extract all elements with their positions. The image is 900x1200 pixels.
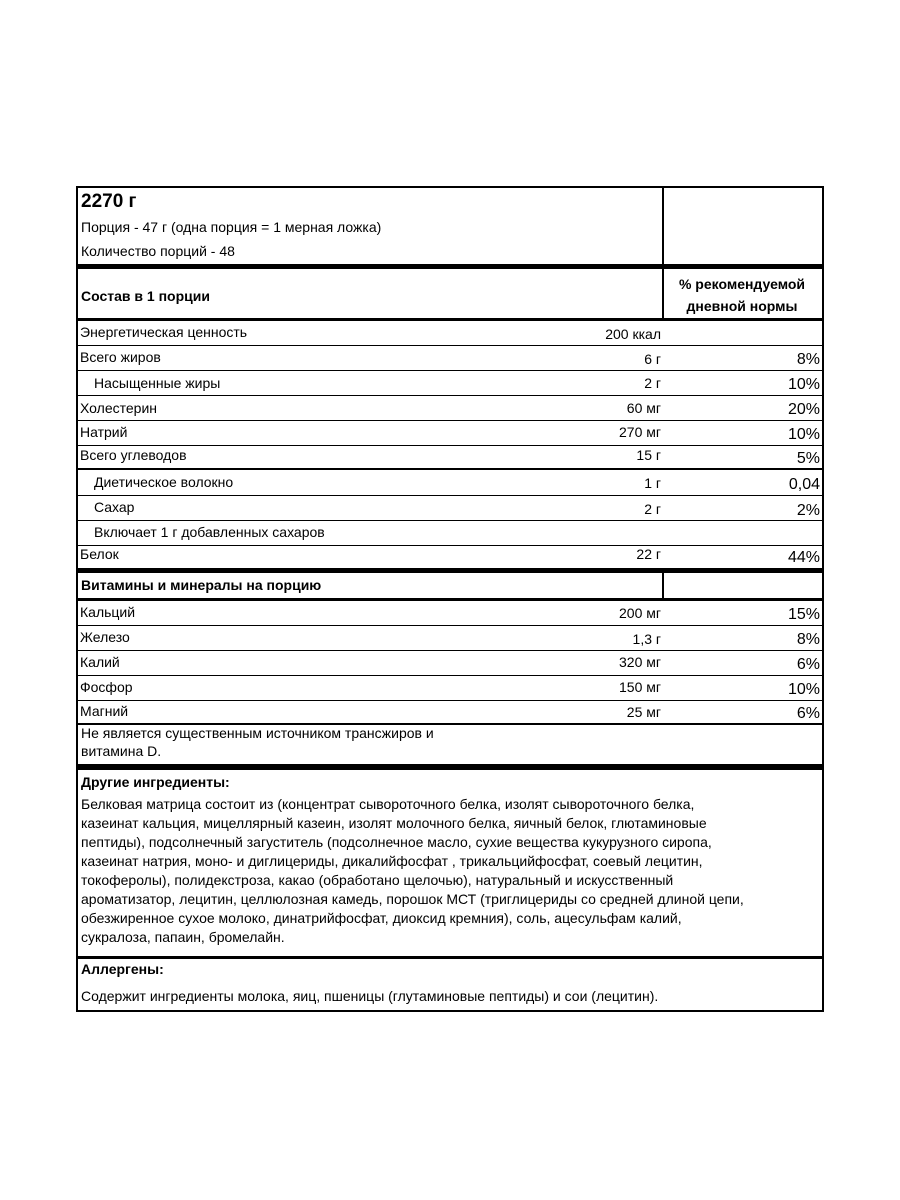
vitamin-name: Калий <box>80 654 120 670</box>
nutrient-row-added-sugar <box>78 521 822 545</box>
nutrient-amount: 22 г <box>636 546 661 562</box>
thick-divider-header <box>78 264 822 269</box>
nutrient-dv: 0,04 <box>788 476 820 493</box>
servings-count: Количество порций - 48 <box>81 243 235 259</box>
nutrient-amount: 2 г <box>644 501 661 517</box>
nutrient-name: Всего углеводов <box>80 447 187 463</box>
nutrient-name: Сахар <box>94 499 135 515</box>
vitamin-name: Фосфор <box>80 679 133 695</box>
nutrient-name: Холестерин <box>80 400 157 416</box>
nutrient-row-energy <box>78 321 822 345</box>
nutrient-dv: 10% <box>787 376 820 393</box>
ingredients-line: токоферолы), полидекстроза, какао (обработано щелочью), натуральный и искусственный <box>81 872 674 888</box>
ingredients-line: казеинат натрия, моно- и диглицериды, дикалийфосфат , трикальцийфосфат, соевый лецитин, <box>81 853 703 869</box>
nutrient-amount: 270 мг <box>619 424 661 440</box>
vitamin-name: Железо <box>80 629 130 645</box>
ingredients-line: казеинат кальция, мицеллярный казеин, изолят молочного белка, яичный белок, глютаминовые <box>81 815 707 831</box>
divider-allergens <box>78 956 822 959</box>
vitamin-amount: 1,3 г <box>632 631 661 647</box>
vitamins-column-divider <box>662 573 664 599</box>
nutrient-dv: 44% <box>787 549 820 566</box>
trans-fat-note-line2: витамина D. <box>81 743 162 759</box>
nutrient-row-saturated-fat <box>78 371 822 395</box>
nutrient-row-fiber <box>78 470 822 495</box>
allergens-text: Содержит ингредиенты молока, яиц, пшеницы (глутаминовые пептиды) и сои (лецитин). <box>81 988 659 1004</box>
thick-divider-vitamins <box>78 568 822 573</box>
nutrient-row-protein <box>78 546 822 570</box>
vitamin-row-calcium <box>78 601 822 625</box>
nutrient-name: Натрий <box>80 424 128 440</box>
vitamin-amount: 320 мг <box>619 654 661 670</box>
vitamin-dv: 8% <box>796 631 820 648</box>
nutrient-row-total-fat <box>78 346 822 370</box>
vitamin-amount: 200 мг <box>619 605 661 621</box>
other-ingredients-text <box>81 795 819 947</box>
ingredients-line: обезжиренное сухое молоко, динатрийфосфат, диоксид кремния), соль, ацесульфам калий, <box>81 910 682 926</box>
nutrient-dv: 8% <box>796 351 820 368</box>
header-column-divider <box>662 188 664 266</box>
nutrient-dv: 10% <box>787 426 820 443</box>
nutrient-name: Диетическое волокно <box>94 474 234 490</box>
allergens-title: Аллергены: <box>81 961 164 977</box>
ingredients-line: пептиды), подсолнечный загуститель (подсолнечное масло, сухие вещества кукурузного сиропа, <box>81 834 712 850</box>
nutrition-facts-panel <box>76 186 824 1012</box>
nutrient-row-sodium <box>78 421 822 445</box>
nutrient-name: Белок <box>80 546 119 562</box>
vitamin-row-iron <box>78 626 822 650</box>
vitamin-row-potassium <box>78 651 822 675</box>
vitamin-row-magnesium <box>78 701 822 725</box>
nutrient-amount: 200 ккал <box>605 326 661 342</box>
ingredients-line: ароматизатор, лецитин, целлюлозная камедь, порошок МСТ (триглицериды со средней длиной цепи, <box>81 891 744 907</box>
other-ingredients-title: Другие ингредиенты: <box>81 774 230 790</box>
ingredients-line: Белковая матрица состоит из (концентрат сывороточного белка, изолят сывороточного белка, <box>81 796 695 812</box>
nutrient-row-carbohydrates <box>78 446 822 468</box>
nutrient-name: Включает 1 г добавленных сахаров <box>94 524 325 540</box>
nutrient-dv: 20% <box>787 401 820 418</box>
nutrient-row-cholesterol <box>78 396 822 420</box>
nutrient-amount: 1 г <box>644 475 661 491</box>
vitamin-dv: 15% <box>787 606 820 623</box>
dv-header-line2: дневной нормы <box>686 298 798 314</box>
nutrient-name: Энергетическая ценность <box>80 324 248 340</box>
vitamin-dv: 6% <box>796 656 820 673</box>
nutrient-name: Всего жиров <box>80 349 161 365</box>
vitamin-dv: 6% <box>796 705 820 722</box>
nutrient-amount: 15 г <box>636 447 661 463</box>
nutrient-dv: 5% <box>796 450 820 467</box>
vitamin-amount: 150 мг <box>619 679 661 695</box>
thick-divider-ingredients <box>78 764 822 770</box>
serving-size: Порция - 47 г (одна порция = 1 мерная ложка) <box>81 219 382 235</box>
vitamin-row-phosphorus <box>78 676 822 700</box>
composition-title: Состав в 1 порции <box>81 288 210 304</box>
nutrient-name: Насыщенные жиры <box>94 375 221 391</box>
vitamins-title: Витамины и минералы на порцию <box>81 577 322 593</box>
vitamin-dv: 10% <box>787 681 820 698</box>
package-weight: 2270 г <box>81 191 137 212</box>
vitamin-name: Магний <box>80 703 129 719</box>
nutrient-amount: 60 мг <box>626 400 661 416</box>
nutrient-row-sugar <box>78 496 822 520</box>
vitamin-name: Кальций <box>80 604 136 620</box>
composition-column-divider <box>662 266 664 319</box>
trans-fat-note-line1: Не является существенным источником трансжиров и <box>81 725 434 741</box>
nutrient-amount: 6 г <box>644 351 661 367</box>
dv-header-line1: % рекомендуемой <box>678 276 806 292</box>
nutrient-amount: 2 г <box>644 375 661 391</box>
ingredients-line: сукралоза, папаин, бромелайн. <box>81 929 285 945</box>
vitamin-amount: 25 мг <box>626 704 661 720</box>
nutrient-dv: 2% <box>796 502 820 519</box>
